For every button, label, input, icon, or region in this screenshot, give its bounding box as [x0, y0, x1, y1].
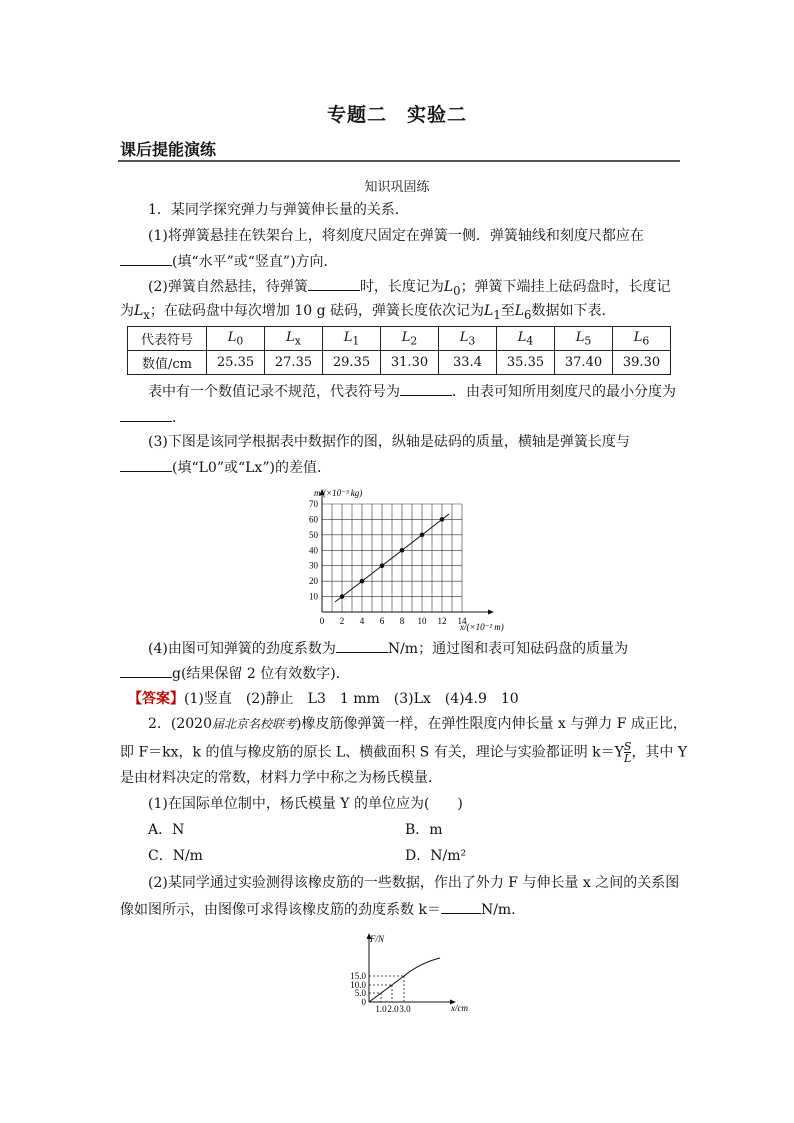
- q1-answer: 【答案】(1)竖直 (2)静止 L3 1 mm (3)Lx (4)4.9 10: [128, 691, 519, 707]
- x-tick-label: 10: [417, 616, 427, 626]
- y-tick-label: 70: [309, 499, 318, 509]
- q1-part2-line3: 表中有一个数值记录不规范，代表符号为 ．由表可知所用刻度尺的最小分度为: [120, 381, 708, 402]
- table-value-cell: 29.35: [323, 351, 381, 375]
- q2-part2-line1: (2)某同学通过实验测得该橡皮筋的一些数据，作出了外力 F 与伸长量 x 之间的关系图: [148, 875, 680, 891]
- answer-blank[interactable]: [120, 251, 172, 266]
- y-tick-label: 5.0: [354, 988, 366, 998]
- q1-part1-line2: (填“水平”或“竖直”)方向．: [120, 251, 680, 272]
- x-tick-label: 14: [457, 616, 467, 626]
- data-point: [420, 533, 425, 538]
- option-c[interactable]: C．N/m: [148, 848, 203, 864]
- table-value-row: [128, 351, 671, 375]
- x-tick-label: 3.0: [399, 1004, 411, 1014]
- data-table: [127, 326, 671, 375]
- y-tick-label: 40: [309, 545, 318, 556]
- table-value-cell: 25.35: [207, 351, 265, 375]
- data-point: [380, 563, 385, 568]
- mass-length-chart: [290, 482, 530, 632]
- answer-blank[interactable]: [120, 457, 172, 472]
- x-tick-label: 8: [399, 616, 405, 626]
- y-tick-label: 10.0: [350, 980, 366, 990]
- x-tick-label: 2: [339, 616, 345, 626]
- table-symbol-cell: $L_2$: [381, 327, 439, 351]
- option-b[interactable]: B．m: [405, 822, 443, 838]
- q2-stem-line3: 是由材料决定的常数，材料力学中称之为杨氏模量．: [120, 770, 442, 786]
- q1-part4-line2: g(结果保留 2 位有效数字)．: [120, 663, 680, 684]
- q1-part2-line2: 为$L_x$；在砝码盘中每次增加 10 g 砝码，弹簧长度依次记为$L_1$至$L_6$数据如下表．: [120, 303, 616, 322]
- answer-blank[interactable]: [308, 276, 360, 291]
- table-value-cell: 35.35: [497, 351, 555, 375]
- x-tick-label: 0: [319, 616, 325, 626]
- table-symbol-cell: $L_3$: [439, 327, 497, 351]
- q1-part3-line2: (填“L0”或“Lx”)的差值．: [120, 457, 680, 478]
- force-curve: [369, 958, 440, 1002]
- data-point: [440, 517, 445, 522]
- table-header-label: 代表符号: [128, 327, 207, 351]
- table-value-cell: 39.30: [613, 351, 671, 375]
- y-tick-label: 30: [309, 560, 318, 571]
- data-point: [340, 594, 345, 599]
- table-value-cell: 31.30: [381, 351, 439, 375]
- q1-part1-line1: (1)将弹簧悬挂在铁架台上，将刻度尺固定在弹簧一侧．弹簧轴线和刻度尺都应在: [148, 228, 644, 244]
- option-a[interactable]: A．N: [148, 822, 185, 838]
- answer-blank[interactable]: [120, 663, 172, 678]
- answer-blank[interactable]: [120, 407, 172, 422]
- x-axis-label: x/cm: [451, 1003, 468, 1013]
- q2-part2-line2: 像如图所示，由图像可求得该橡皮筋的劲度系数 k＝ N/m.: [120, 899, 680, 920]
- table-symbol-cell: $L_5$: [555, 327, 613, 351]
- x-tick-label: 4: [359, 616, 365, 626]
- table-symbol-cell: $L_6$: [613, 327, 671, 351]
- answer-blank[interactable]: [441, 899, 481, 914]
- q1-part4-line1: (4)由图可知弹簧的劲度系数为 N/m；通过图和表可知砝码盘的质量为: [120, 638, 708, 659]
- y-tick-label: 15.0: [350, 971, 366, 981]
- table-value-cell: 27.35: [265, 351, 323, 375]
- y-tick-label: 10: [309, 591, 318, 602]
- data-point: [360, 579, 365, 584]
- x-tick-label: 2.0: [387, 1004, 399, 1014]
- table-value-cell: 33.4: [439, 351, 497, 375]
- x-tick-label: 6: [379, 616, 385, 626]
- table-value-cell: 37.40: [555, 351, 613, 375]
- x-axis-label: x/(×10⁻² m): [460, 622, 504, 632]
- force-extension-chart: [340, 930, 490, 1015]
- q1-part2-line1: (2)弹簧自然悬挂，待弹簧 时，长度记为$L_0$；弹簧下端挂上砝码盘时，长度记: [120, 276, 708, 301]
- table-symbol-cell: $L_4$: [497, 327, 555, 351]
- data-point: [400, 548, 405, 553]
- answer-blank[interactable]: [400, 381, 452, 396]
- option-d[interactable]: D．N/m²: [405, 848, 467, 864]
- table-symbol-cell: $L_x$: [265, 327, 323, 351]
- q2-stem-line2: 即 F＝kx，k 的值与橡皮筋的原长 L、横截面积 S 有关，理论与实验都证明 k＝Y $\frac{S}{L}$ ，其中 Y: [120, 740, 688, 765]
- x-axis-arrow: [488, 610, 494, 615]
- table-header-row: [128, 327, 671, 351]
- page-title: 专题二 实验二: [326, 104, 467, 126]
- x-tick-label: 1.0: [375, 1004, 387, 1014]
- q1-stem: 1．某同学探究弹力与弹簧伸长量的关系．: [148, 202, 409, 218]
- chart-axes: [320, 489, 495, 615]
- q2-stem-line1: 2．(2020届北京名校联考)橡皮筋像弹簧一样，在弹性限度内伸长量 x 与弹力 F 成正比，: [148, 716, 687, 732]
- y-axis-label: F/N: [370, 934, 385, 944]
- y-tick-label: 60: [309, 514, 318, 525]
- section-heading: 课后提能演练: [120, 140, 217, 159]
- table-symbol-cell: $L_1$: [323, 327, 381, 351]
- subsection-heading: 知识巩固练: [364, 180, 430, 195]
- q2-part1: (1)在国际单位制中，杨氏模量 Y 的单位应为( ): [148, 796, 463, 812]
- y-tick-label: 0: [361, 997, 366, 1007]
- x-tick-label: 12: [437, 616, 447, 626]
- table-row-label: 数值/cm: [128, 351, 207, 375]
- y-tick-label: 50: [309, 529, 318, 540]
- section-rule: [118, 160, 680, 162]
- answer-blank[interactable]: [336, 638, 388, 653]
- table-symbol-cell: $L_0$: [207, 327, 265, 351]
- q1-part3-line1: (3)下图是该同学根据表中数据作的图，纵轴是砝码的质量，横轴是弹簧长度与: [148, 434, 630, 450]
- y-tick-label: 20: [309, 576, 318, 587]
- y-axis-label: m/(×10⁻³ kg): [314, 488, 363, 498]
- q1-part2-line4: ．: [120, 407, 680, 428]
